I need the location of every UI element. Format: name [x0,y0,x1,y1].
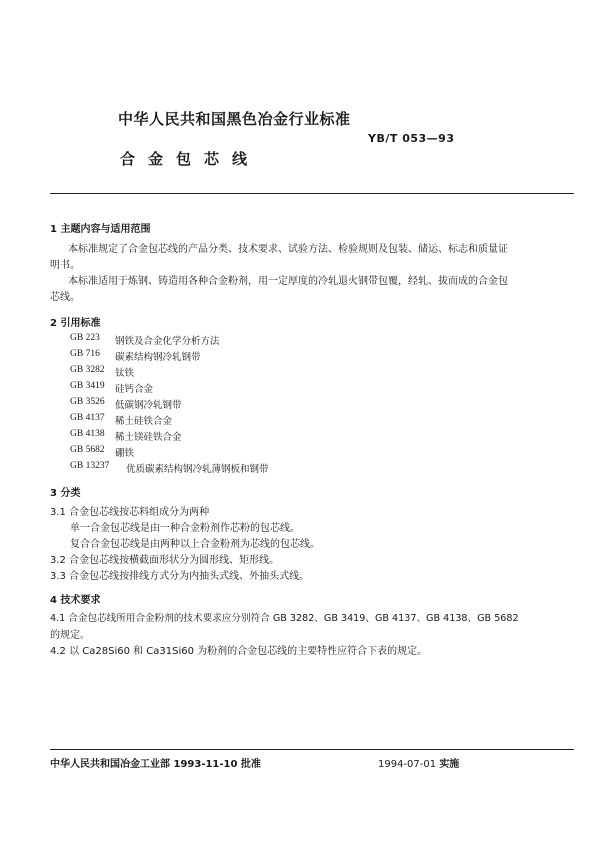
clause-4-1-line-1: 4.1 合金包芯线所用合金粉剂的技术要求应分别符合 GB 3282、GB 3419、GB 4137、GB 4138、GB 5682 [50,613,519,624]
clause-3-1-item-b: 复合合金包芯线是由两种以上合金粉剂为芯线的包芯线。 [70,539,320,550]
section-1-paragraph-2-line-1: 本标准适用于炼钢、铸造用各种合金粉剂，用一定厚度的冷轧退火钢带包覆，经轧、拔而成的合金包 [68,276,508,287]
header-divider [50,193,574,194]
reference-code: GB 223 [70,333,100,343]
effective-line [378,755,459,770]
reference-code: GB 3282 [70,365,105,375]
standard-number: YB/T 053—93 [368,132,455,145]
approval-line: 中华人民共和国冶金工业部 1993-11-10 批准 [50,759,261,770]
reference-name: 硼铁 [115,448,135,459]
reference-code: GB 4137 [70,413,105,423]
reference-name: 低碳钢冷轧钢带 [115,400,182,411]
reference-name: 钛铁 [115,368,135,379]
clause-3-3: 3.3 合金包芯线按排线方式分为内抽头式线、外抽头式线。 [50,571,310,582]
standard-category-title: 中华人民共和国黑色冶金行业标准 [118,110,351,128]
clause-3-2: 3.2 合金包芯线按横截面形状分为圆形线、矩形线。 [50,555,280,566]
section-3-heading: 3 分类 [50,488,81,499]
document-title: 合金包芯线 [120,150,261,168]
reference-code: GB 4138 [70,429,105,439]
clause-3-1-item-a: 单一合金包芯线是由一种合金粉剂作芯粉的包芯线。 [70,523,300,534]
clause-4-1-line-2: 的规定。 [50,630,90,641]
reference-name: 稀土硅铁合金 [115,416,173,427]
reference-code: GB 3419 [70,381,105,391]
footer-divider [50,749,574,750]
clause-4-2: 4.2 以 Ca28Si60 和 Ca31Si60 为粉剂的合金包芯线的主要特性应符合下表的规定。 [50,646,428,657]
section-2-heading: 2 引用标准 [50,318,101,329]
reference-name: 钢铁及合金化学分析方法 [115,336,220,347]
section-1-heading: 1 主题内容与适用范围 [50,224,151,235]
reference-name: 硅钙合金 [115,384,154,395]
effective-date: 1994-07-01 [378,759,437,770]
reference-name: 稀土镁硅铁合金 [115,432,182,443]
effective-label: 实施 [439,759,460,770]
reference-name: 碳素结构钢冷轧钢带 [115,352,201,363]
reference-code: GB 5682 [70,445,105,455]
reference-name: 优质碳素结构钢冷轧薄钢板和钢带 [126,464,269,475]
section-4-heading: 4 技术要求 [50,595,101,606]
clause-3-1: 3.1 合金包芯线按芯料组成分为两种 [50,507,210,518]
section-1-paragraph-1-line-1: 本标准规定了合金包芯线的产品分类、技术要求、试验方法、检验规则及包装、储运、标志和质量证 [68,244,508,255]
reference-code: GB 716 [70,349,100,359]
reference-code: GB 3526 [70,397,105,407]
reference-code: GB 13237 [70,461,110,471]
section-1-paragraph-2-line-2: 芯线。 [50,292,80,303]
section-1-paragraph-1-line-2: 明书。 [50,260,80,271]
